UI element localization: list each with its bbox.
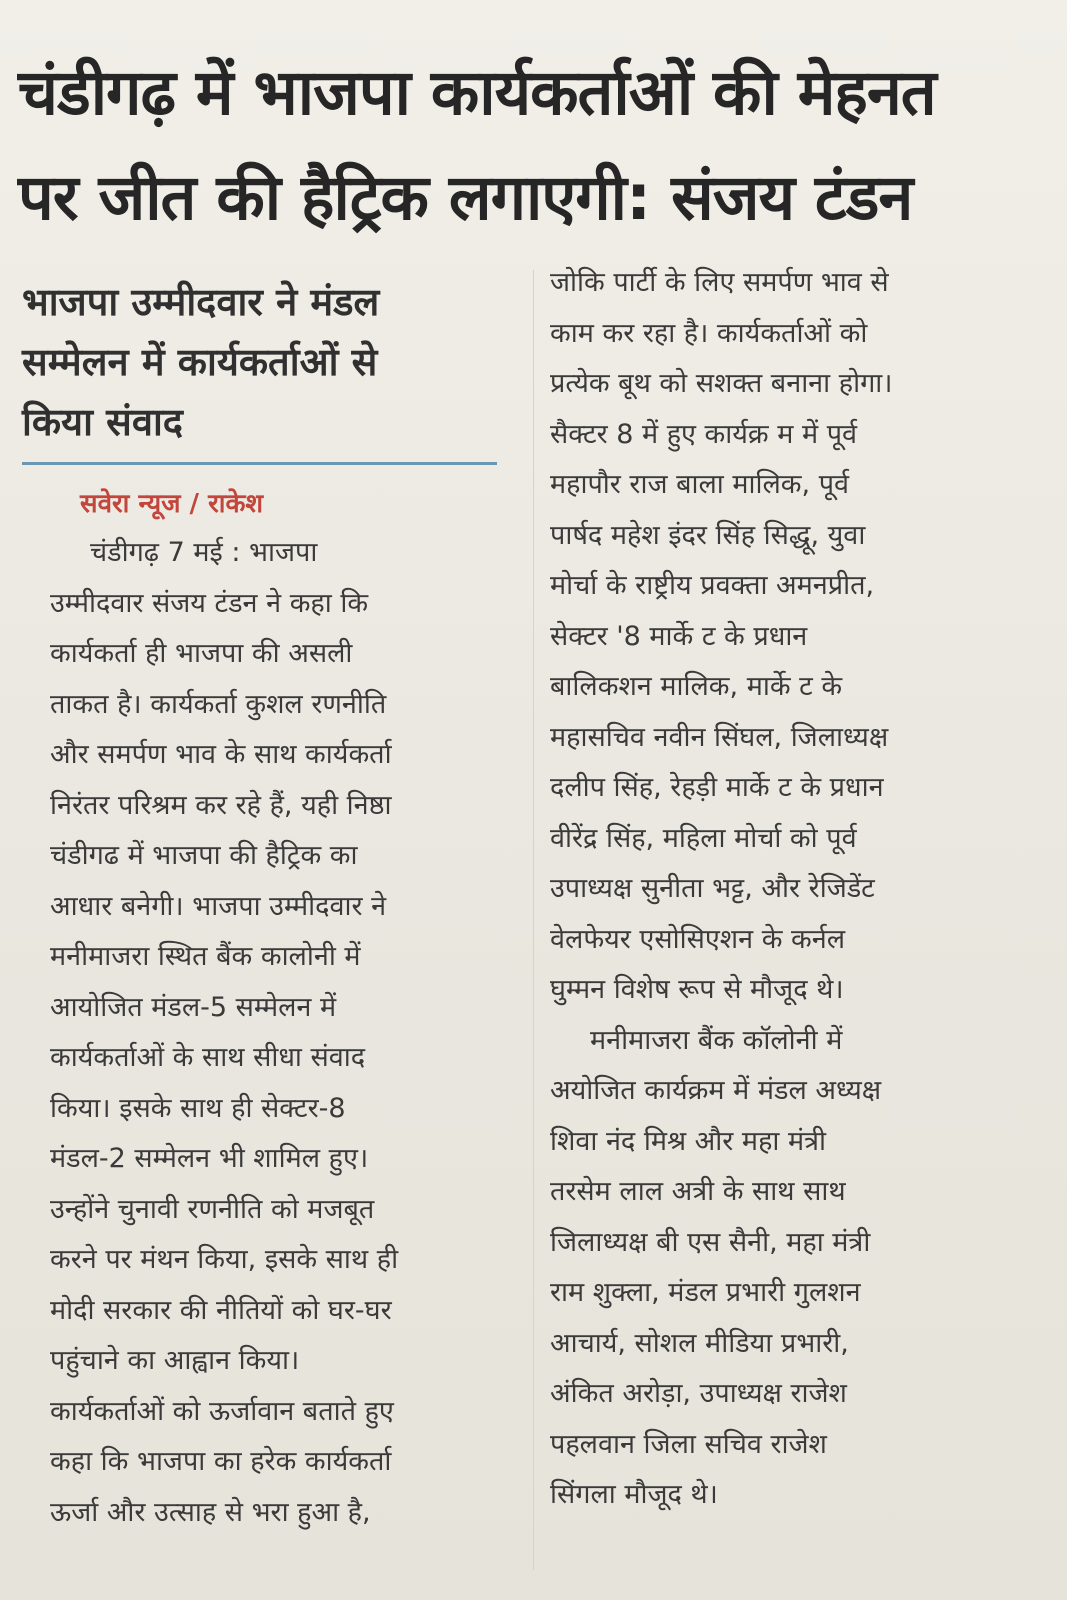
- text-line: आचार्य, सोशल मीडिया प्रभारी,: [550, 1327, 849, 1359]
- text-line: प्रत्येक बूथ को सशक्त बनाना होगा।: [550, 368, 893, 399]
- text-line: करने पर मंथन किया, इसके साथ ही: [50, 1244, 399, 1275]
- text-line: मोदी सरकार की नीतियों को घर-घर: [50, 1294, 392, 1326]
- text-line: सिंगला मौजूद थे।: [550, 1479, 718, 1510]
- text-line: चंडीगढ में भाजपा की हैट्रिक का: [50, 840, 358, 871]
- headline-line: पर जीत की हैट्रिक लगाएगी: संजय टंडन: [18, 161, 913, 234]
- text-line: उन्होंने चुनावी रणनीति को मजबूत: [50, 1193, 375, 1225]
- text-line: राम शुक्ला, मंडल प्रभारी गुलशन: [550, 1277, 861, 1308]
- text-line: अयोजित कार्यक्रम में मंडल अध्यक्ष: [550, 1075, 882, 1106]
- text-line: कार्यकर्ताओं को ऊर्जावान बताते हुए: [50, 1395, 394, 1427]
- text-line: दलीप सिंह, रेहड़ी मार्के ट के प्रधान: [550, 772, 884, 803]
- text-line: सैक्टर 8 में हुए कार्यक्र म में पूर्व: [550, 418, 858, 450]
- article-column-left: [50, 528, 520, 1538]
- text-line: कार्यकर्ता ही भाजपा की असली: [50, 638, 353, 669]
- text-line: आयोजित मंडल-5 सम्मेलन में: [50, 991, 337, 1023]
- text-line: ऊर्जा और उत्साह से भरा हुआ है,: [50, 1496, 371, 1528]
- text-line: जोकि पार्टी के लिए समर्पण भाव से: [550, 267, 889, 298]
- subheadline-line: किया संवाद: [22, 400, 183, 444]
- text-line: कार्यकर्ताओं के साथ सीधा संवाद: [50, 1042, 366, 1073]
- text-line: वीरेंद्र सिंह, महिला मोर्चा को पूर्व: [550, 822, 857, 854]
- text-line: घुम्मन विशेष रूप से मौजूद थे।: [550, 974, 844, 1005]
- subheadline-line: भाजपा उम्मीदवार ने मंडल: [22, 280, 380, 324]
- text-line: पार्षद महेश इंदर सिंह सिद्धू, युवा: [550, 519, 866, 551]
- text-line: महासचिव नवीन सिंघल, जिलाध्यक्ष: [550, 721, 889, 753]
- text-line: चंडीगढ़ 7 मई : भाजपा: [90, 537, 318, 568]
- text-line: उपाध्यक्ष सुनीता भट्ट, और रेजिडेंट: [550, 873, 875, 904]
- text-line: ताकत है। कार्यकर्ता कुशल रणनीति: [50, 688, 387, 720]
- subheadline: [22, 272, 492, 452]
- text-line: मोर्चा के राष्ट्रीय प्रवक्ता अमनप्रीत,: [550, 570, 875, 601]
- text-line: सेक्टर '8 मार्के ट के प्रधान: [550, 620, 808, 652]
- text-line: बालिकशन मालिक, मार्के ट के: [550, 671, 843, 702]
- subheadline-line: सम्मेलन में कार्यकर्ताओं से: [22, 340, 378, 384]
- text-line: महापौर राज बाला मालिक, पूर्व: [550, 469, 850, 500]
- text-line: पहुंचाने का आह्वान किया।: [50, 1345, 300, 1376]
- text-line: तरसेम लाल अत्री के साथ साथ: [550, 1176, 846, 1207]
- text-line: जिलाध्यक्ष बी एस सैनी, महा मंत्री: [550, 1226, 871, 1258]
- column-divider: [533, 270, 534, 1570]
- text-line: मंडल-2 सम्मेलन भी शामिल हुए।: [50, 1143, 369, 1174]
- text-line: निरंतर परिश्रम कर रहे हैं, यही निष्ठा: [50, 789, 392, 821]
- text-line: कहा कि भाजपा का हरेक कार्यकर्ता: [50, 1446, 392, 1477]
- text-line: वेलफेयर एसोसिएशन के कर्नल: [550, 923, 846, 955]
- headline: [18, 40, 1053, 250]
- text-line: उम्मीदवार संजय टंडन ने कहा कि: [50, 587, 369, 619]
- text-line: मनीमाजरा बैंक कॉलोनी में: [590, 1024, 843, 1056]
- text-line: किया। इसके साथ ही सेक्टर-8: [50, 1092, 346, 1124]
- subheadline-divider: [22, 462, 497, 465]
- text-line: पहलवान जिला सचिव राजेश: [550, 1428, 827, 1460]
- headline-line: चंडीगढ़ में भाजपा कार्यकर्ताओं की मेहनत: [18, 56, 936, 129]
- article-column-right: [550, 258, 1040, 1521]
- byline: सवेरा न्यूज / राकेश: [80, 489, 264, 519]
- text-line: और समर्पण भाव के साथ कार्यकर्ता: [50, 739, 392, 770]
- text-line: अंकित अरोड़ा, उपाध्यक्ष राजेश: [550, 1378, 847, 1409]
- text-line: आधार बनेगी। भाजपा उम्मीदवार ने: [50, 890, 387, 922]
- text-line: काम कर रहा है। कार्यकर्ताओं को: [550, 317, 868, 349]
- text-line: शिवा नंद मिश्र और महा मंत्री: [550, 1125, 827, 1157]
- text-line: मनीमाजरा स्थित बैंक कालोनी में: [50, 941, 361, 972]
